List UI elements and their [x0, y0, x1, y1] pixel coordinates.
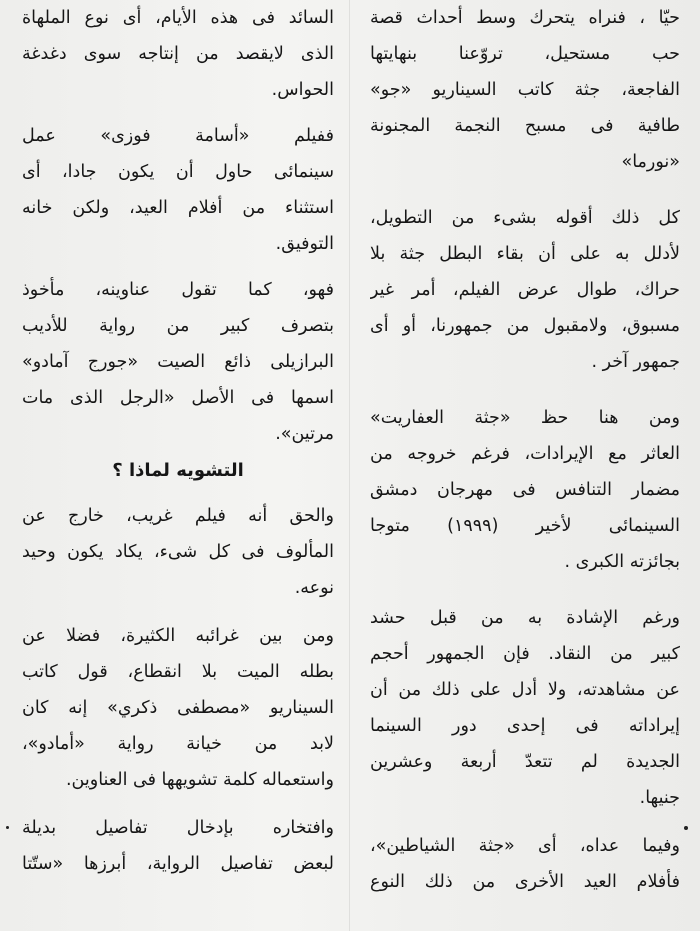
- right-line: العاثر مع الإيرادات، فرغم خروجه من: [370, 444, 680, 464]
- print-speck: [6, 826, 9, 829]
- right-line: ورغم الإشادة به من قبل حشد: [370, 608, 680, 628]
- left-line: اسمها فى الأصل «الرجل الذى مات: [22, 388, 334, 408]
- left-line: استثناء من أفلام العيد، ولكن خانه: [22, 198, 334, 218]
- print-speck: [684, 826, 688, 830]
- right-line: «نورما»: [621, 152, 680, 172]
- right-line: السينمائى لأخير (١٩٩٩) متوجا: [370, 516, 680, 536]
- left-line: التوفيق.: [275, 234, 334, 254]
- left-line: الحواس.: [271, 80, 334, 100]
- right-line: الفاجعة، جثة كاتب السيناريو «جو»: [370, 80, 680, 100]
- left-line: فهو، كما تقول عناوينه، مأخوذ: [22, 280, 334, 300]
- right-line: حراك، طوال عرض الفيلم، أمر غير: [370, 280, 680, 300]
- right-line: بجائزته الكبرى .: [564, 552, 680, 572]
- left-line: السيناريو «مصطفى ذكري» إنه كان: [22, 698, 334, 718]
- left-column: [22, 0, 334, 882]
- left-line: واستعماله كلمة تشويهها فى العناوين.: [65, 770, 334, 790]
- left-line: لبعض تفاصيل الرواية، أبرزها «ستّتا: [22, 854, 334, 874]
- left-line: السائد فى هذه الأيام، أى نوع الملهاة: [22, 8, 334, 28]
- left-line: لابد من خيانة رواية «أمادو»،: [22, 734, 334, 754]
- left-line: سينمائى حاول أن يكون جادا، أى: [22, 162, 334, 182]
- left-line: البرازيلى ذائع الصيت «جورج آمادو»: [22, 352, 334, 372]
- left-line: والحق أنه فيلم غريب، خارج عن: [22, 506, 334, 526]
- column-gutter: [349, 0, 350, 931]
- right-column: [370, 0, 680, 900]
- right-line: فأفلام العيد الأخرى من ذلك النوع: [370, 872, 680, 892]
- right-line: وفيما عداه، أى «جثة الشياطين»،: [370, 836, 680, 856]
- right-line: عن مشاهدته، ولا أدل على ذلك من أن: [370, 680, 680, 700]
- right-line: الجديدة لم تتعدّ أربعة وعشرين: [370, 752, 680, 772]
- right-line: جنيها.: [639, 788, 680, 808]
- left-line: وافتخاره بإدخال تفاصيل بديلة: [22, 818, 334, 838]
- right-line: ومن هنا حظ «جثة العفاريت»: [370, 408, 680, 428]
- left-line: مرتين».: [275, 424, 334, 444]
- right-line: مضمار التنافس فى مهرجان دمشق: [370, 480, 680, 500]
- right-line: طافية فى مسبح النجمة المجنونة: [370, 116, 680, 136]
- left-line: المألوف فى كل شىء، يكاد يكون وحيد: [22, 542, 334, 562]
- left-line: نوعه.: [294, 578, 334, 598]
- right-line: إيراداته فى إحدى دور السينما: [370, 716, 680, 736]
- left-line: ففيلم «أسامة فوزى» عمل: [22, 126, 334, 146]
- section-subheading: التشويه لماذا ؟: [112, 460, 244, 481]
- right-line: كبير من النقاد. فإن الجمهور أحجم: [370, 644, 680, 664]
- right-line: مسبوق، ولامقبول من جمهورنا، أو أى: [370, 316, 680, 336]
- left-line: بتصرف كبير من رواية للأديب: [22, 316, 334, 336]
- right-line: جمهور آخر .: [591, 352, 680, 372]
- left-line: بطله الميت بلا انقطاع، قول كاتب: [22, 662, 334, 682]
- right-line: حب مستحيل، تروّعنا بنهايتها: [370, 44, 680, 64]
- right-line: لأدلل به على أن بقاء البطل جثة بلا: [370, 244, 680, 264]
- left-line: ومن بين غرائبه الكثيرة، فضلا عن: [22, 626, 334, 646]
- right-line: كل ذلك أقوله بشىء من التطويل،: [370, 208, 680, 228]
- right-line: حيّا ، فنراه يتحرك وسط أحداث قصة: [370, 8, 680, 28]
- left-line: الذى لايقصد من إنتاجه سوى دغدغة: [22, 44, 334, 64]
